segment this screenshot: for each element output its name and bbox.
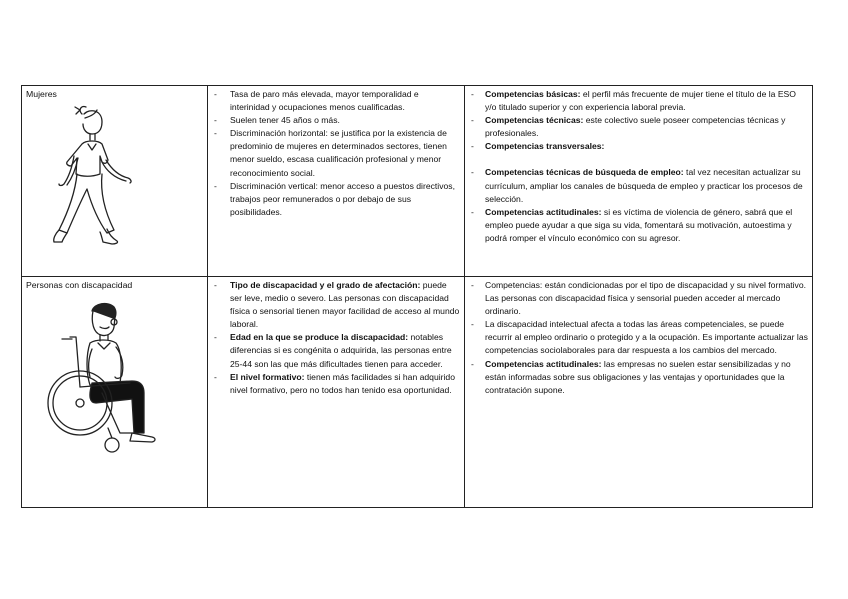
group-cell — [22, 86, 208, 277]
list-item: - Competencias técnicas de búsqueda de empleo: tal vez necesitan actualizar su currículum, ampliar los canales de búsqueda de empleo y practicar los procesos de selección. — [469, 166, 808, 205]
list-item: - Competencias actitudinales: las empresas no suelen estar sensibilizadas y no están informadas sobre sus obligaciones y las ventajas y oportunidades que la contratación supone. — [469, 358, 808, 397]
wheelchair-user-icon — [40, 297, 180, 457]
list-item: - Competencias básicas: el perfil más frecuente de mujer tiene el título de la ESO y/o titulado superior y con experiencia laboral previa. — [469, 88, 808, 114]
competencies-list — [469, 88, 808, 153]
characteristics-list — [212, 279, 460, 397]
competencies-cell — [465, 86, 813, 277]
walking-woman-icon — [44, 104, 154, 264]
competencies-cell — [465, 277, 813, 508]
list-item: - Competencias técnicas: este colectivo suele poseer competencias técnicas y profesionales. — [469, 114, 808, 140]
list-item: - Competencias actitudinales: si es víctima de violencia de género, sabrá que el empleo puede ayudar a que siga su vida, fomentará su motivación, autoestima y podrá romper el vínculo económico con su agresor. — [469, 206, 808, 245]
list-item: - Competencias transversales: — [469, 140, 808, 153]
list-item: - Tasa de paro más elevada, mayor temporalidad e interinidad y ocupaciones menos cualificadas. — [212, 88, 460, 114]
characteristics-cell — [208, 86, 465, 277]
list-item: - Tipo de discapacidad y el grado de afectación: puede ser leve, medio o severo. Las personas con discapacidad física o sensorial tienen mayor facilidad de acceso al mundo laboral. — [212, 279, 460, 331]
table-row — [22, 86, 813, 277]
group-cell — [22, 277, 208, 508]
list-item: - Suelen tener 45 años o más. — [212, 114, 460, 127]
characteristics-list — [212, 88, 460, 219]
group-label: Personas con discapacidad — [26, 280, 133, 290]
competencies-list — [469, 279, 808, 397]
list-item: - Edad en la que se produce la discapacidad: notables diferencias si es congénita o adquirida, las personas entre 25-44 son las que más dificultades tienen para acceder. — [212, 331, 460, 370]
competencies-list-continued — [469, 166, 808, 245]
list-item: - El nivel formativo: tienen más facilidades si han adquirido nivel formativo, pero no todos han tenido esa oportunidad. — [212, 371, 460, 397]
group-label: Mujeres — [26, 89, 57, 99]
table-row — [22, 277, 813, 508]
list-item: - Competencias: están condicionadas por el tipo de discapacidad y su nivel formativo. Las personas con discapacidad física y sensorial pueden acceder al mercado ordinario. — [469, 279, 808, 318]
list-item: - La discapacidad intelectual afecta a todas las áreas competenciales, se puede recurrir al empleo ordinario o protegido y a la ocupación. Es importante actualizar las competencias sociolaborales para dar respuesta a los cambios del mercado. — [469, 318, 808, 357]
characteristics-cell — [208, 277, 465, 508]
profiles-table — [21, 85, 813, 508]
list-item: - Discriminación vertical: menor acceso a puestos directivos, trabajos peor remunerados o por debajo de sus posibilidades. — [212, 180, 460, 219]
list-item: - Discriminación horizontal: se justifica por la existencia de predominio de mujeres en determinados sectores, tienen menor sueldo, escasa cualificación profesional y menor reconocimiento social. — [212, 127, 460, 179]
